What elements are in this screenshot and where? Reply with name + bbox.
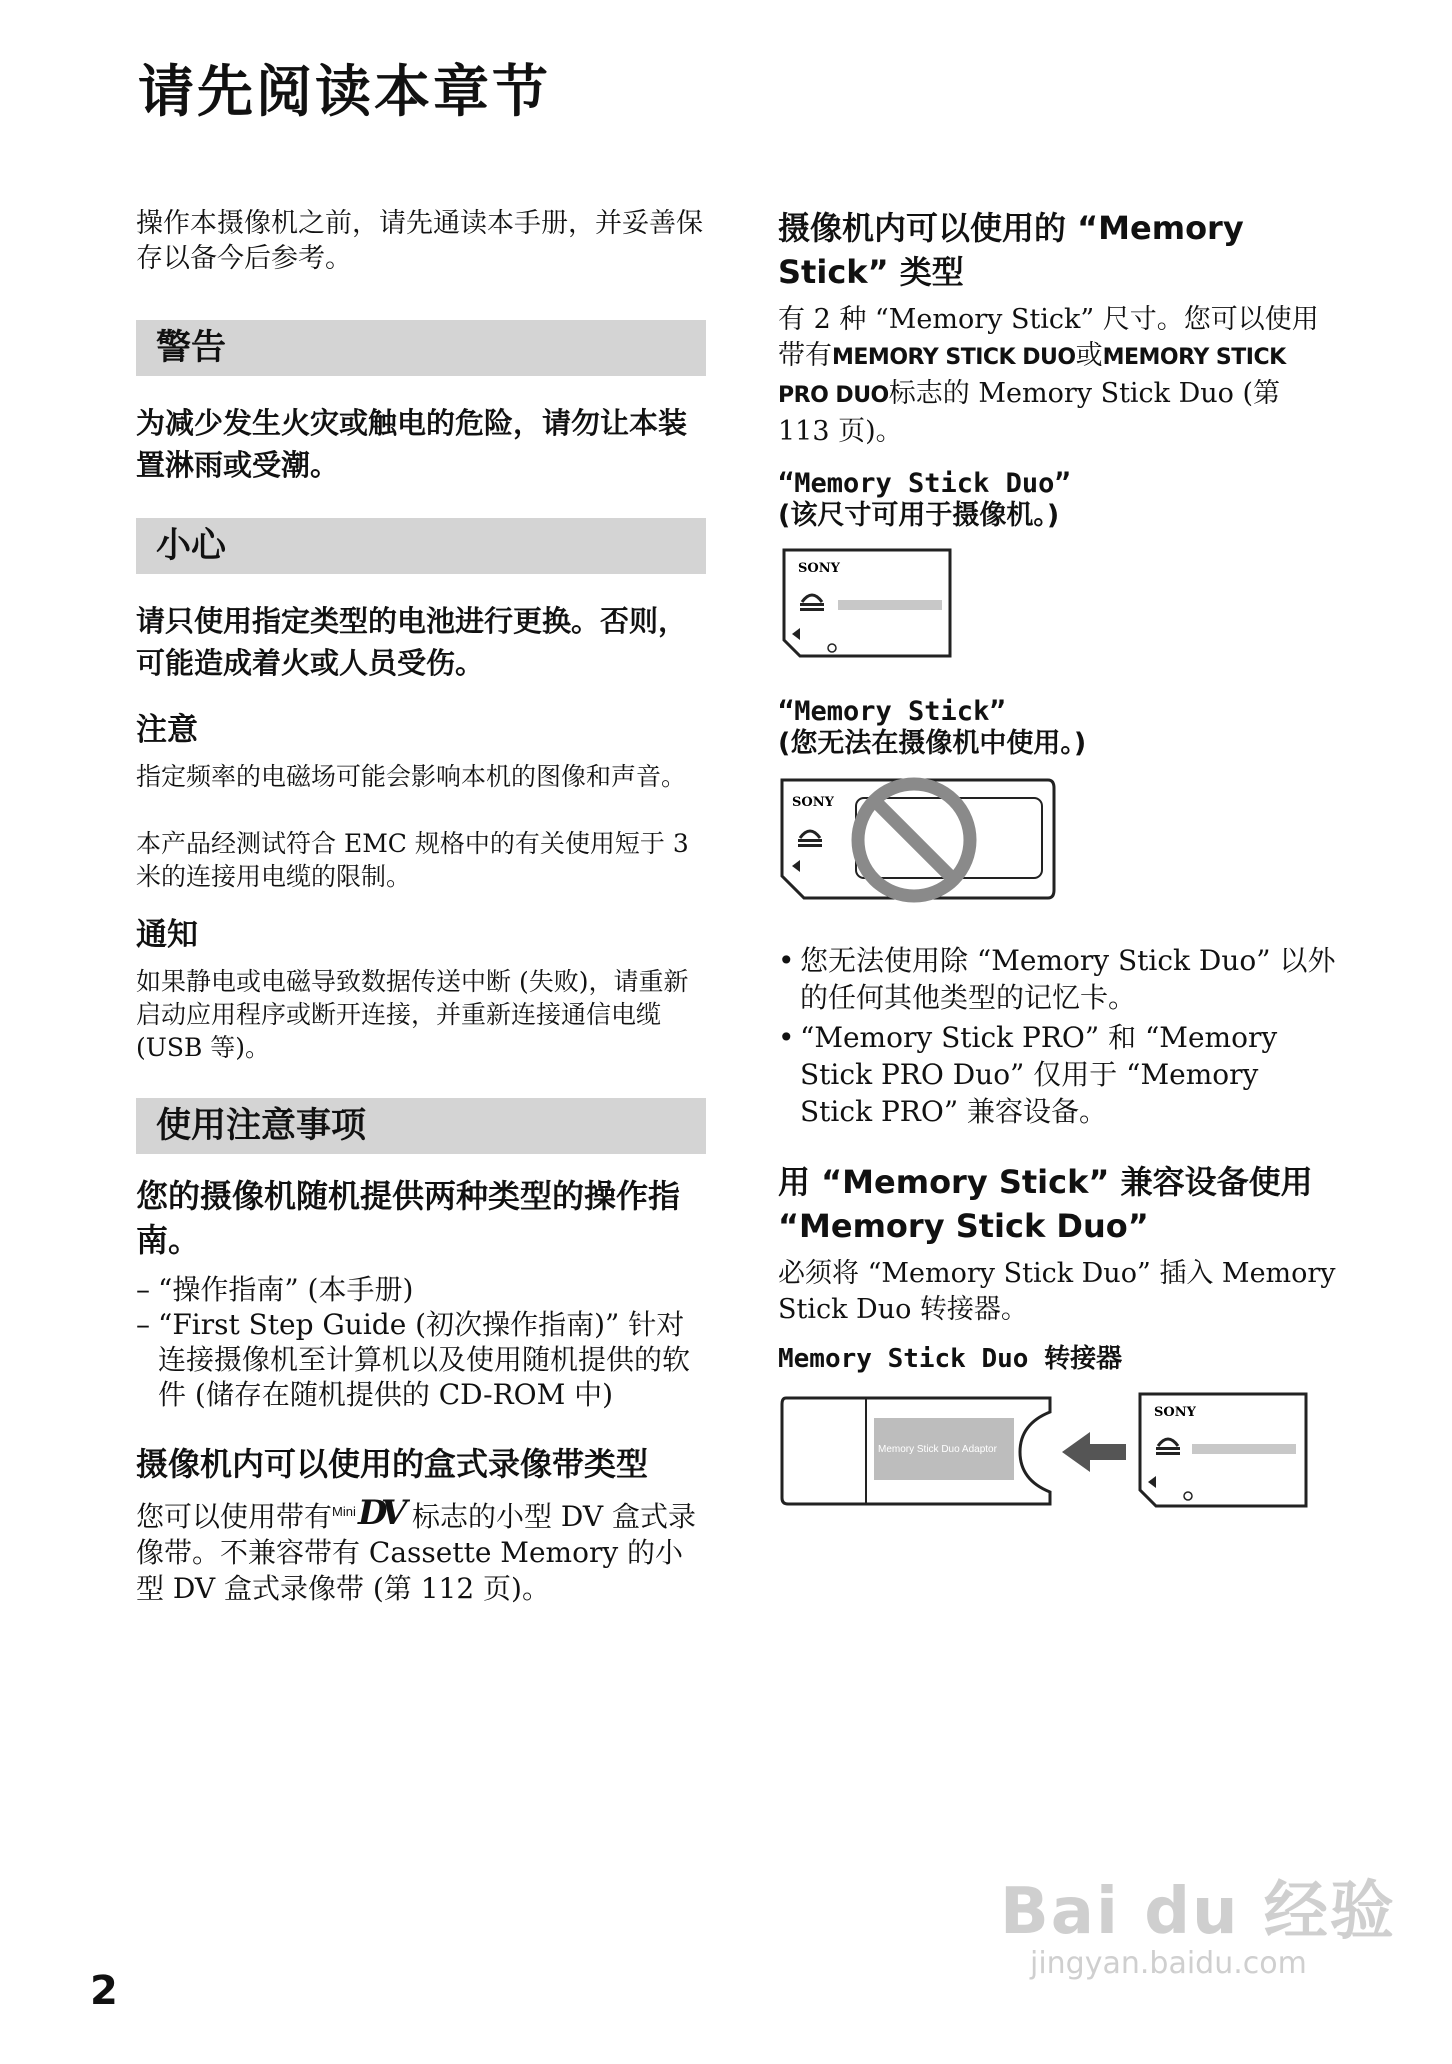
notify-text: 如果静电或电磁导致数据传送中断 (失败)，请重新启动应用程序或断开连接，并重新连接通信电缆 (USB 等)。 xyxy=(136,967,689,1062)
page-number: 2 xyxy=(90,1968,118,2014)
insert-direction-arrow-icon xyxy=(1062,1432,1126,1472)
list-item: • 您无法使用除 “Memory Stick Duo” 以外的任何其他类型的记忆卡。 xyxy=(778,944,1336,1014)
ms-types-text: 有 2 种 “Memory Stick” 尺寸。您可以使用带有MEMORY STICK DUO或MEMORY STICK PRO DUO标志的 Memory Stick Duo (第 113 页)。 xyxy=(778,304,1319,447)
usage-section-header: 使用注意事项 xyxy=(136,1098,706,1154)
notice-heading: 注意 xyxy=(136,712,198,748)
adaptor-caption: Memory Stick Duo 转接器 xyxy=(778,1344,1123,1374)
memory-stick-duo-small-image xyxy=(1140,1394,1306,1506)
memory-stick-image xyxy=(778,776,1068,906)
adaptor-text: 必须将 “Memory Stick Duo” 插入 Memory Stick Duo 转接器。 xyxy=(778,1258,1336,1325)
memory-stick-duo-logo: MEMORY STICK DUO xyxy=(832,345,1076,370)
ms-notes-list xyxy=(778,942,1338,1130)
notice-text-1: 指定频率的电磁场可能会影响本机的图像和声音。 xyxy=(136,762,687,791)
list-item: – “操作指南” (本手册) xyxy=(136,1273,414,1306)
guides-heading: 您的摄像机随机提供两种类型的操作指南。 xyxy=(136,1177,681,1259)
ms-types-heading: 摄像机内可以使用的 “Memory Stick” 类型 xyxy=(778,209,1244,291)
card-brand-label: SONY xyxy=(798,561,840,576)
adaptor-image xyxy=(782,1398,1050,1504)
page-title: 请先阅读本章节 xyxy=(138,60,551,125)
caution-section-header: 小心 xyxy=(136,518,706,574)
card-brand-label: SONY xyxy=(792,795,834,810)
cassette-text: 您可以使用带有 Mini DV 标志的小型 DV 盒式录像带。不兼容带有 Cassette Memory 的小型 DV 盒式录像带 (第 112 页)。 xyxy=(136,1493,696,1605)
list-item: • “Memory Stick PRO” 和 “Memory Stick PRO Duo” 仅用于 “Memory Stick PRO” 兼容设备。 xyxy=(778,1021,1278,1128)
minidv-logo-icon: Mini DV xyxy=(332,1493,402,1533)
intro-text: 操作本摄像机之前，请先通读本手册，并妥善保存以备今后参考。 xyxy=(136,208,703,274)
watermark-main: Bai du 经验 xyxy=(1000,1875,1396,1949)
memory-stick-duo-image xyxy=(782,548,962,668)
memory-stick-pro-duo-logo: MEMORY STICK PRO DUO xyxy=(778,345,1286,408)
warning-section-header: 警告 xyxy=(136,320,706,376)
card-brand-label: SONY xyxy=(1154,1405,1196,1420)
caution-text: 请只使用指定类型的电池进行更换。否则，可能造成着火或人员受伤。 xyxy=(136,604,688,680)
adaptor-heading: 用 “Memory Stick” 兼容设备使用 “Memory Stick Duo” xyxy=(778,1163,1313,1245)
baidu-watermark xyxy=(1000,1860,1396,1981)
left-column xyxy=(136,206,706,1607)
ms-caption: “Memory Stick” (您无法在摄像机中使用。) xyxy=(778,696,1087,759)
notify-heading: 通知 xyxy=(136,917,198,953)
adaptor-label: Memory Stick Duo Adaptor xyxy=(878,1444,997,1455)
guides-list xyxy=(136,1272,706,1412)
cassette-heading: 摄像机内可以使用的盒式录像带类型 xyxy=(136,1445,649,1483)
adaptor-diagram xyxy=(778,1388,1318,1518)
right-column xyxy=(778,206,1338,1518)
watermark-url: jingyan.baidu.com xyxy=(1030,1946,1307,1981)
list-item: – “First Step Guide (初次操作指南)” 针对连接摄像机至计算机以及使用随机提供的软件 (储存在随机提供的 CD-ROM 中) xyxy=(136,1308,691,1411)
warning-text: 为减少发生火灾或触电的危险，请勿让本装置淋雨或受潮。 xyxy=(136,406,688,482)
notice-text-2: 本产品经测试符合 EMC 规格中的有关使用短于 3 米的连接用电缆的限制。 xyxy=(136,829,689,891)
duo-caption: “Memory Stick Duo” (该尺寸可用于摄像机。) xyxy=(778,468,1071,531)
